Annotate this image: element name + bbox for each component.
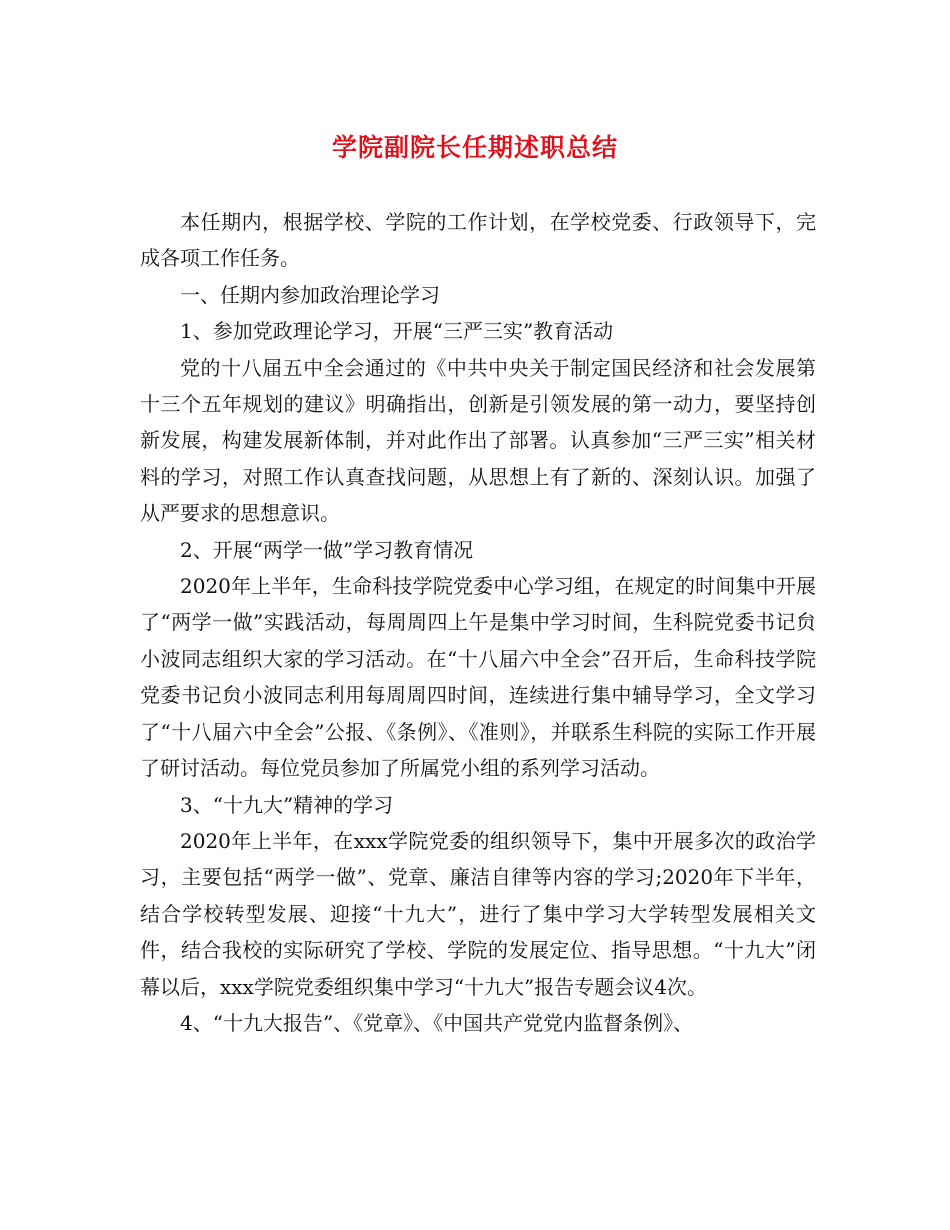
subheading-1-3: 3、“十九大”精神的学习 bbox=[180, 792, 394, 817]
paragraph-intro: 本任期内，根据学校、学院的工作计划，在学校党委、行政领导下，完成各项工作任务。 bbox=[140, 210, 816, 271]
paragraph-1-3: 2020年上半年，在xxx学院党委的组织领导下，集中开展多次的政治学习，主要包括“两学一做”、党章、廉洁自律等内容的学习;2020年下半年，结合学校转型发展、迎接“十九大”，进行了集中学习大学转型发展相关文件，结合我校的实际研究了学校、学院的发展定位、指导思想。“十九大”闭幕以后，xxx学院党委组织集中学习“十九大”报告专题会议4次。 bbox=[140, 828, 816, 999]
section-heading-1: 一、任期内参加政治理论学习 bbox=[180, 282, 440, 307]
subheading-1-2: 2、开展“两学一做”学习教育情况 bbox=[180, 537, 474, 562]
paragraph-1-1: 党的十八届五中全会通过的《中共中央关于制定国民经济和社会发展第十三个五年规划的建议》明确指出，创新是引领发展的第一动力，要坚持创新发展，构建发展新体制，并对此作出了部署。认真参加“三严三实”相关材料的学习，对照工作认真查找问题，从思想上有了新的、深刻认识。加强了从严要求的思想意识。 bbox=[140, 355, 816, 526]
subheading-1-4: 4、“十九大报告”、《党章》、《中国共产党党内监督条例》、 bbox=[180, 1010, 694, 1035]
paragraph-1-2: 2020年上半年，生命科技学院党委中心学习组，在规定的时间集中开展了“两学一做”实践活动，每周周四上午是集中学习时间，生科院党委书记贠小波同志组织大家的学习活动。在“十八届六中全会”召开后，生命科技学院党委书记贠小波同志利用每周周四时间，连续进行集中辅导学习，全文学习了“十八届六中全会”公报、《条例》、《准则》，并联系生科院的实际工作开展了研讨活动。每位党员参加了所属党小组的系列学习活动。 bbox=[140, 574, 816, 781]
subheading-1-1: 1、参加党政理论学习，开展“三严三实”教育活动 bbox=[180, 319, 614, 344]
document-body bbox=[140, 204, 816, 1041]
document-title: 学院副院长任期述职总结 bbox=[331, 133, 618, 162]
